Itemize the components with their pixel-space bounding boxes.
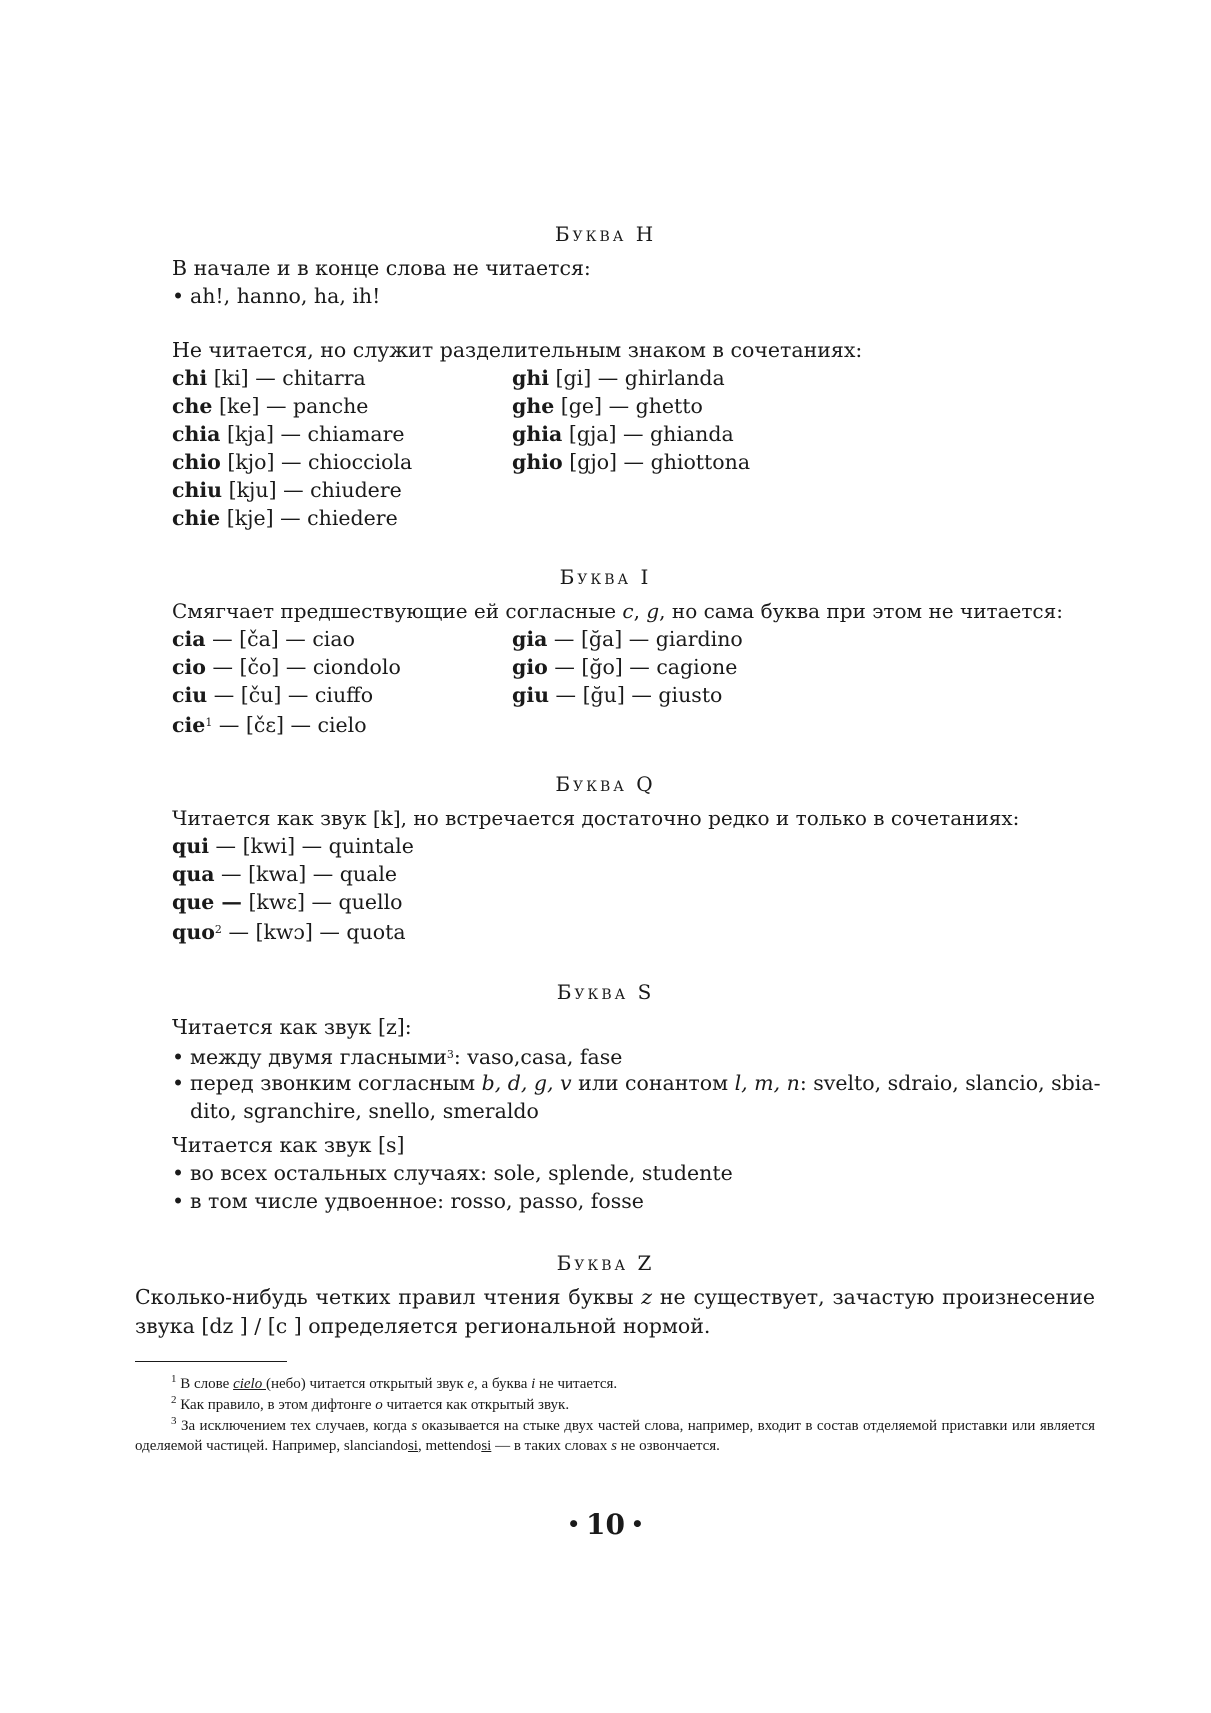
heading-letter-i: Буква I (559, 565, 652, 589)
combo: giu (512, 683, 550, 707)
heading-letter-h: Буква H (554, 222, 657, 246)
combo-rest: [kju] — chiudere (222, 478, 402, 502)
i-left-row (172, 653, 401, 681)
fn3-s2: s (611, 1438, 617, 1454)
heading-letter-z: Буква Z (556, 1251, 655, 1275)
combo-rest: [ge] — ghetto (554, 394, 703, 418)
footnote-number: 2 (171, 1394, 177, 1406)
q-row (172, 860, 397, 888)
combo-rest: [kja] — chiamare (220, 422, 405, 446)
i-right-row (512, 653, 737, 681)
combo: ghi (512, 366, 550, 390)
h-left-row (172, 476, 402, 504)
s-z2-b: : svelto, sdraio, slancio, sbia- (799, 1071, 1101, 1095)
fn1-c: , а буква (474, 1376, 532, 1392)
page-number (0, 1508, 1211, 1541)
i-intro-a: Смягчает предшествующие ей согласные (172, 599, 623, 623)
combo-rest: [gi] — ghirlanda (549, 366, 725, 390)
footnote-number: 1 (171, 1373, 177, 1385)
s-z2-a: перед звонким согласным (190, 1071, 482, 1095)
fn2-a: Как правило, в этом дифтонге (180, 1397, 376, 1413)
h-intro-2: Не читается, но служит разделительным знаком в сочетаниях: (172, 338, 863, 362)
combo: qua (172, 862, 215, 886)
s-intro-s: Читается как звук [s] (172, 1133, 405, 1157)
combo-rest: — [kwɔ] — quota (221, 920, 406, 944)
fn2-o: o (375, 1397, 383, 1413)
combo: ghio (512, 450, 563, 474)
h-left-row (172, 448, 412, 476)
q-row (172, 832, 414, 860)
combo: cia (172, 627, 206, 651)
fn1-d: не читается. (535, 1376, 618, 1392)
heading-letter-q: Буква Q (555, 772, 656, 796)
combo-rest: [gja] — ghianda (562, 422, 734, 446)
heading-letter-s: Буква S (556, 980, 655, 1004)
s-z-item-1 (172, 1041, 622, 1071)
q-row (172, 888, 402, 916)
footnote-ref: 1 (205, 716, 213, 729)
combo-rest: [kjo] — chiocciola (220, 450, 413, 474)
combo-rest: — [čo] — ciondolo (205, 655, 401, 679)
z-text-b: не существует, зачастую произнесение звука [dz ] / [c ] определяется региональной нормой. (135, 1285, 1095, 1338)
bullet: • (172, 1161, 185, 1185)
footnote-number: 3 (171, 1415, 177, 1427)
s-z-item-2 (172, 1069, 1101, 1097)
combo-rest: [kwε] — quello (241, 890, 403, 914)
footnote-ref: 2 (214, 923, 222, 936)
s-z1-b: : vaso,casa, fase (453, 1045, 623, 1069)
combo-rest: — [ča] — ciao (205, 627, 355, 651)
z-text-z: z (641, 1285, 653, 1309)
combo: gia (512, 627, 548, 651)
bullet: • (172, 284, 185, 308)
s-s-item-2 (172, 1187, 644, 1215)
s-z2-letters2: l, m, n (734, 1071, 800, 1095)
fn1-e: e (467, 1376, 475, 1392)
s-intro-z: Читается как звук [z]: (172, 1015, 412, 1039)
fn1-b: (небо) читается открытый звук (265, 1376, 468, 1392)
s-s1: во всех остальных случаях: sole, splende, studente (190, 1161, 733, 1185)
s-z-item-2-cont: dito, sgranchire, snello, smeraldo (190, 1099, 539, 1123)
fn3-a: За исключением тех случаев, когда (180, 1418, 412, 1434)
i-right-row (512, 625, 743, 653)
combo: gio (512, 655, 548, 679)
combo-rest: — [čε] — cielo (212, 713, 367, 737)
s-z2-letters1: b, d, g, v (481, 1071, 572, 1095)
h-right-row (512, 448, 750, 476)
q-intro: Читается как звук [k], но встречается достаточно редко и только в сочетаниях: (172, 806, 1020, 830)
s-z2-mid: или сонантом (571, 1071, 735, 1095)
i-intro (172, 597, 1063, 625)
bullet: • (172, 1071, 185, 1095)
combo: cie (172, 713, 206, 737)
i-left-row (172, 625, 355, 653)
combo-rest: — [kwa] — quale (214, 862, 398, 886)
fn3-si2: si (481, 1438, 492, 1454)
i-right-row (512, 681, 722, 709)
i-left-row (172, 709, 367, 739)
h-left-row (172, 392, 368, 420)
s-s-item-1 (172, 1159, 733, 1187)
page-dot-right: • (630, 1512, 644, 1536)
fn3-s: s (411, 1418, 418, 1434)
h-left-row (172, 420, 405, 448)
s-z1-a: между двумя гласными (190, 1045, 447, 1069)
fn3-c: , mettendo (417, 1438, 482, 1454)
s-s2: в том числе удвоенное: rosso, passo, fosse (190, 1189, 644, 1213)
footnote-separator (135, 1361, 287, 1362)
combo: chie (172, 506, 221, 530)
combo-rest: — [kwi] — quintale (209, 834, 414, 858)
combo: ghia (512, 422, 563, 446)
h-example-1 (172, 282, 380, 310)
combo-rest: — [ču] — ciuffo (207, 683, 374, 707)
fn1-i: i (531, 1376, 536, 1392)
i-intro-sep: , (633, 599, 647, 623)
h-intro-1: В начале и в конце слова не читается: (172, 256, 591, 280)
h-left-row (172, 504, 398, 532)
combo: cio (172, 655, 206, 679)
combo: chia (172, 422, 221, 446)
footnote-ref: 3 (446, 1048, 454, 1061)
bullet: • (172, 1045, 185, 1069)
combo: quo (172, 920, 215, 944)
fn3-d: — в таких словах (491, 1438, 612, 1454)
i-intro-b: , но сама буква при этом не читается: (659, 599, 1063, 623)
combo-rest: [gjo] — ghiottona (562, 450, 751, 474)
combo-rest: — [ğa] — giardino (547, 627, 743, 651)
q-row (172, 916, 406, 946)
h-left-row (172, 364, 366, 392)
i-left-row (172, 681, 373, 709)
h-example-text: ah!, hanno, ha, ih! (190, 284, 381, 308)
z-paragraph (135, 1283, 1095, 1341)
page-dot-left: • (567, 1512, 581, 1536)
fn3-b: оказывается на стыке двух частей слова, например, входит в состав отделяемой приставки или является оделяемой частицей. Например, slanciando (135, 1418, 1095, 1454)
combo: chi (172, 366, 208, 390)
fn1-a: В слове (180, 1376, 234, 1392)
fn2-b: читается как открытый звук. (382, 1397, 570, 1413)
combo: chiu (172, 478, 223, 502)
page-number-value: 10 (586, 1508, 625, 1541)
h-right-row (512, 392, 703, 420)
bullet: • (172, 1189, 185, 1213)
fn3-si1: si (407, 1438, 418, 1454)
combo-rest: [ki] — chitarra (207, 366, 366, 390)
combo: qui (172, 834, 210, 858)
combo: che (172, 394, 213, 418)
combo: ciu (172, 683, 208, 707)
h-right-row (512, 420, 734, 448)
i-intro-g: g (646, 599, 660, 623)
i-intro-c: c (622, 599, 634, 623)
combo: chio (172, 450, 221, 474)
footnote-3 (135, 1411, 1095, 1456)
z-text-a: Сколько-нибудь четких правил чтения буквы (135, 1285, 642, 1309)
combo-rest: [ke] — panche (212, 394, 369, 418)
fn3-e: не озвончается. (616, 1438, 720, 1454)
combo: ghe (512, 394, 555, 418)
fn1-word: cielo (233, 1376, 266, 1392)
combo-rest: [kje] — chiedere (220, 506, 398, 530)
combo: que — (172, 890, 242, 914)
h-right-row (512, 364, 725, 392)
combo-rest: — [ğo] — cagione (547, 655, 738, 679)
combo-rest: — [ğu] — giusto (549, 683, 723, 707)
